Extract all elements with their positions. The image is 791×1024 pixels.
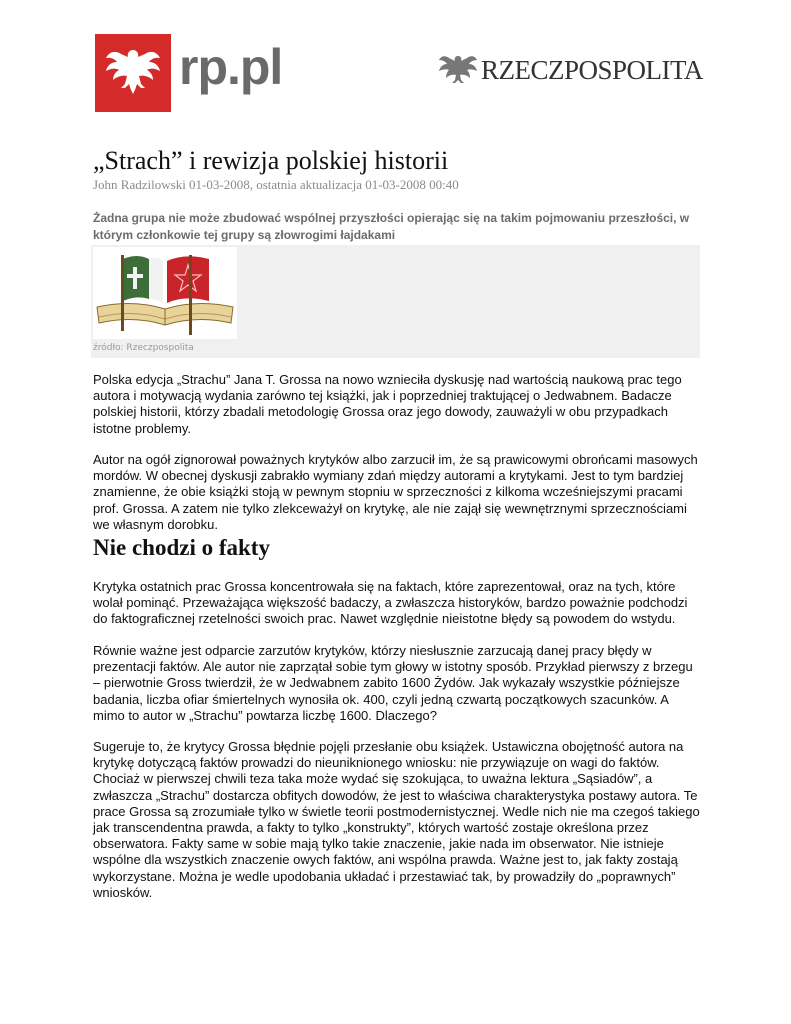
paragraph-3: Krytyka ostatnich prac Grossa koncentrowała się na faktach, które zaprezentował, oraz na tych, które wolał pominąć. Przeważająca większość badaczy, a zwłaszcza historyków, bardzo poważnie podchodzi do faktograficznej rzetelności swoich prac. Nawet względnie nieistotne błędy są powodem do wstydu. — [93, 579, 688, 627]
paragraph-1: Polska edycja „Strachu” Jana T. Grossa na nowo wznieciła dyskusję nad wartością naukową prac tego autora i motywacją wydania zarówno tej książki, jak i poprzedniej traktującej o Jedwabnem. Badacze polskiej historii, którzy zbadali metodologię Grossa oraz jego dowody, zauważyli w obu przypadkach istotne problemy. — [93, 372, 682, 436]
eagle-emblem-icon — [95, 34, 171, 112]
article-image[interactable] — [93, 247, 237, 339]
rzeczpospolita-logo-text: RZECZPOSPOLITA — [481, 55, 703, 85]
image-caption: źródło: Rzeczpospolita — [93, 343, 194, 353]
paragraph-5: Sugeruje to, że krytycy Grossa błędnie pojęli przesłanie obu książek. Ustawiczna obojętność autora na krytykę dotyczącą faktów prowadzi do nieuniknionego wniosku: nie przywiązuje on wagi do faktów. Chociaż w pierwszej chwili teza taka może wydać się szokująca, to uważna lektura „Sąsiadów”, a zwłaszcza „Strachu” dostarcza obfitych dowodów, że jest to właściwa charakterystyka postawy autora. Te prace Grossa są zrozumiałe tylko w świetle teorii postmodernistycznej. Wedle nich nie ma czegoś takiego jak transcendentna prawda, a fakty to tylko „konstrukty”, których wartość zostaje określona przez obserwatora. Fakty same w sobie mają tylko takie znaczenie, jakie nada im obserwator. Nie istnieje wspólne dla wszystkich znaczenie owych faktów, ani wspólna prawda. Ważne jest to, jak fakty zostają wykorzystane. Można je wedle upodobania układać i przestawiać tak, by prowadziły do „poprawnych” wniosków. — [93, 739, 700, 900]
article-image-box — [91, 245, 700, 358]
article-lead: Żadna grupa nie może zbudować wspólnej przyszłości opierając się na takim pojmowaniu przeszłości, w którym członkowie tej grupy są złowrogimi łajdakami — [93, 211, 690, 242]
article-meta: John Radzilowski 01-03-2008, ostatnia aktualizacja 01-03-2008 00:40 — [93, 177, 459, 192]
article-title: „Strach” i rewizja polskiej historii — [93, 146, 449, 175]
section-heading: Nie chodzi o fakty — [93, 535, 270, 560]
paragraph-2: Autor na ogół zignorował poważnych krytyków albo zarzucił im, że są prawicowymi obrońcami masowych mordów. W obecnej dyskusji zabrakło wymiany zdań między autorami a krytykami. Jest to tym bardziej znamienne, że obie książki stoją w pewnym stopniu w sprzeczności z kilkoma wcześniejszymi pracami prof. Grossa. A zatem nie tylko zlekceważył on krytykę, ale nie zajął się wewnętrznymi sprzecznościami we własnym dorobku. — [93, 452, 698, 532]
rzeczpospolita-logo[interactable] — [437, 52, 703, 88]
rp-logo[interactable] — [95, 34, 283, 112]
paragraph-4: Równie ważne jest odparcie zarzutów krytyków, którzy niesłusznie zarzucają danej pracy błędy w prezentacji faktów. Ale autor nie zaprzątał sobie tym głowy w istotny sposób. Przykład pierwszy z brzegu – pierwotnie Gross twierdził, że w Jedwabnem zabito 1600 Żydów. Jak wykazały wszystkie późniejsze badania, liczba ofiar śmiertelnych wynosiła ok. 400, czyli jedną czwartą początkowych szacunków. A mimo to autor w „Strachu” powtarza liczbę 1600. Dlaczego? — [93, 643, 693, 723]
rp-logo-text: rp.pl — [179, 39, 283, 95]
eagle-icon — [437, 52, 479, 86]
